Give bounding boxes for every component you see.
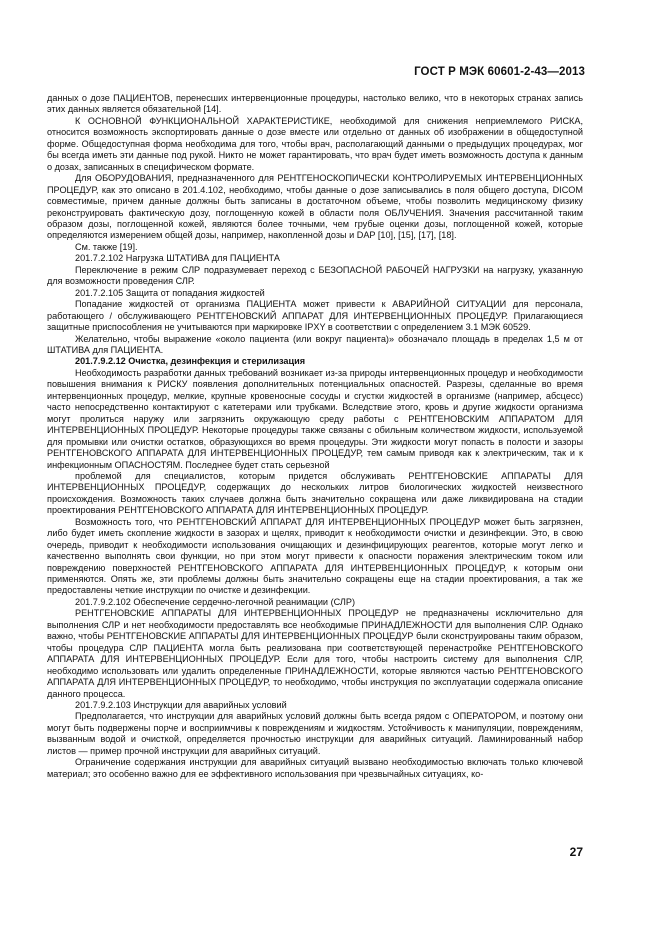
paragraph: Попадание жидкостей от организма ПАЦИЕНТА может привести к АВАРИЙНОЙ СИТУАЦИИ для персонала, работающего / обслуживающего РЕНТГЕНОВСКИЙ АППАРАТ ДЛЯ ИНТЕРВЕНЦИОННЫХ ПРОЦЕДУР. Прилагающиеся защитные приспособления не учитываются при маркировке IPXY в соответствии с определением 3.1 МЭК 60529. bbox=[47, 299, 583, 333]
paragraph: Возможность того, что РЕНТГЕНОВСКИЙ АППАРАТ ДЛЯ ИНТЕРВЕНЦИОННЫХ ПРОЦЕДУР может быть загрязнен, либо будет иметь скопление жидкости в зазорах и щелях, приводит к необходимости очистки и дезинфекции. Это, в свою очередь, приводит к необходимости использования очищающих и дезинфицирующих реагентов, которые могут легко и качественно выполнять свои функции, но при этом могут привести к опасности поражения электрическим током или повреждению поверхностей РЕНТГЕНОВСКОГО АППАРАТА ДЛЯ ИНТЕРВЕНЦИОННЫХ ПРОЦЕДУР, к которым они применяются. Опять же, эти проблемы должны быть значительно сокращены еще на стадии проектирования, а так же предоставлены четкие инструкции по очистке и дезинфекции. bbox=[47, 516, 583, 596]
section-heading: 201.7.9.2.102 Обеспечение сердечно-легочной реанимации (СЛР) bbox=[75, 596, 356, 607]
document-header: ГОСТ Р МЭК 60601-2-43—2013 bbox=[414, 66, 585, 78]
paragraph: Ограничение содержания инструкции для аварийных ситуаций вызвано необходимостью включать только ключевой материал; это особенно важно для ее эффективного использования при чрезвычайных ситуациях, ко- bbox=[47, 757, 583, 779]
paragraph: К ОСНОВНОЙ ФУНКЦИОНАЛЬНОЙ ХАРАКТЕРИСТИКЕ, необходимой для снижения неприемлемого РИСКА, относится возможность экспортировать данные о дозе вместе или отдельно от данных об изображении в общедоступной форме. Общедоступная форма необходима для того, чтобы врач, располагающий данными о предыдущих процедурах, мог бы всегда иметь эти данные под рукой. Никто не может гарантировать, что врач будет иметь возможность доступа к данным о дозах, записанных в специфическом формате. bbox=[47, 115, 583, 172]
paragraph: Желательно, чтобы выражение «около пациента (или вокруг пациента)» обозначало площадь в пределах 1,5 м от ШТАТИВА для ПАЦИЕНТА. bbox=[47, 333, 583, 355]
paragraph: Необходимость разработки данных требований возникает из-за природы интервенционных процедур и необходимости повышения внимания к РИСКУ появления дополнительных потенциальных опасностей. Разрезы, сделанные во время интервенционных процедур, мелкие, крупные кровеносные сосуды и сгустки жидкостей в организме (например, абсцесс) часто непосредственно контактируют с катетерами или трубками. Вследствие этого, кровь и другие жидкости организма могут пролиться наружу или загрязнить окружающую среду работы с РЕНТГЕНОВСКИМ АППАРАТОМ ДЛЯ ИНТЕРВЕНЦИОННЫХ ПРОЦЕДУР. Некоторые процедуры также связаны с обильным количеством жидкости, используемой для промывки или очистки остатков, образующихся во время процедуры. Эти жидкости могут попасть в полости и зазоры РЕНТГЕНОВСКОГО АППАРАТА ДЛЯ ИНТЕРВЕНЦИОННЫХ ПРОЦЕДУР, тем самым приводя как к электрическим, так и к инфекционным ОПАСНОСТЯМ. Последнее будет стать серьезной bbox=[47, 367, 583, 470]
section-heading: 201.7.2.105 Защита от попадания жидкостей bbox=[75, 287, 265, 298]
paragraph: РЕНТГЕНОВСКИЕ АППАРАТЫ ДЛЯ ИНТЕРВЕНЦИОННЫХ ПРОЦЕДУР не предназначены исключительно для выполнения СЛР и нет необходимости предоставлять все необходимые ПРИНАДЛЕЖНОСТИ для выполнения СЛР. Однако важно, чтобы РЕНТГЕНОВСКИЕ АППАРАТЫ ДЛЯ ИНТЕРВЕНЦИОННЫХ ПРОЦЕДУР были сконструированы таким образом, чтобы процедура СЛР ПАЦИЕНТА могла быть реализована при соответствующей перенастройке РЕНТГЕНОВСКОГО АППАРАТА ДЛЯ ИНТЕРВЕНЦИОННЫХ ПРОЦЕДУР. Если для того, чтобы настроить систему для выполнения СЛР, необходимо использовать или удалить определенные ПРИНАДЛЕЖНОСТИ, которые являются частью РЕНТГЕНОВСКОГО АППАРАТА ДЛЯ ИНТЕРВЕНЦИОННЫХ ПРОЦЕДУР, то необходимо, чтобы инструкция по эксплуатации содержала описание данного процесса. bbox=[47, 608, 583, 699]
page-number: 27 bbox=[569, 845, 583, 859]
paragraph: проблемой для специалистов, которым придется обслуживать РЕНТГЕНОВСКИЕ АППАРАТЫ ДЛЯ ИНТЕРВЕНЦИОННЫХ ПРОЦЕДУР, содержащих до нескольких литров биологических жидкостей неизвестного происхождения. Возможность таких случаев должна быть значительно сокращена или даже ликвидирована на стадии проектирования РЕНТГЕНОВСКОГО АППАРАТА ДЛЯ ИНТЕРВЕНЦИОННЫХ ПРОЦЕДУР. bbox=[47, 470, 583, 516]
paragraph: данных о дозе ПАЦИЕНТОВ, перенесших интервенционные процедуры, настолько велико, что в некоторых странах запись этих данных является обязательной [14]. bbox=[47, 93, 583, 115]
section-heading-bold: 201.7.9.2.12 Очистка, дезинфекция и стерилизация bbox=[75, 356, 306, 367]
section-heading: 201.7.9.2.103 Инструкции для аварийных условий bbox=[75, 700, 287, 711]
paragraph: Для ОБОРУДОВАНИЯ, предназначенного для РЕНТГЕНОСКОПИЧЕСКИ КОНТРОЛИРУЕМЫХ ИНТЕРВЕНЦИОННЫХ ПРОЦЕДУР, как это описано в 201.4.102, необходимо, чтобы данные о дозе записывались в поля общего доступа, DICOM совместимые, причем данные должны быть записаны в достаточном объеме, чтобы позволить медицинскому физику реконструировать фактическую дозу, поглощенную кожей в области поля ОБЛУЧЕНИЯ. Значения рассчитанной таким образом дозы, поглощенной кожей, являются более точными, чем грубые оценки дозы, поглощенной кожей, которые определяются измерением общей дозы, например, накопленной дозы и DAP [10], [15], [17], [18]. bbox=[47, 173, 583, 241]
document-body bbox=[47, 93, 583, 780]
section-heading: 201.7.2.102 Нагрузка ШТАТИВА для ПАЦИЕНТА bbox=[75, 253, 280, 264]
paragraph: Предполагается, что инструкции для аварийных условий должны быть всегда рядом с ОПЕРАТОРОМ, и поэтому они могут быть подвержены порче и восприимчивы к повреждениям и жидкостям. Устойчивость к манипуляции, повреждениям, вызванным водой и очисткой, определяется прочностью инструкции для аварийных ситуаций. Ламинированный набор листов — пример прочной инструкции для аварийных ситуаций. bbox=[47, 711, 583, 756]
paragraph: См. также [19]. bbox=[75, 241, 138, 252]
paragraph: Переключение в режим СЛР подразумевает переход с БЕЗОПАСНОЙ РАБОЧЕЙ НАГРУЗКИ на нагрузку, указанную для возможности проведения СЛР. bbox=[47, 264, 583, 287]
